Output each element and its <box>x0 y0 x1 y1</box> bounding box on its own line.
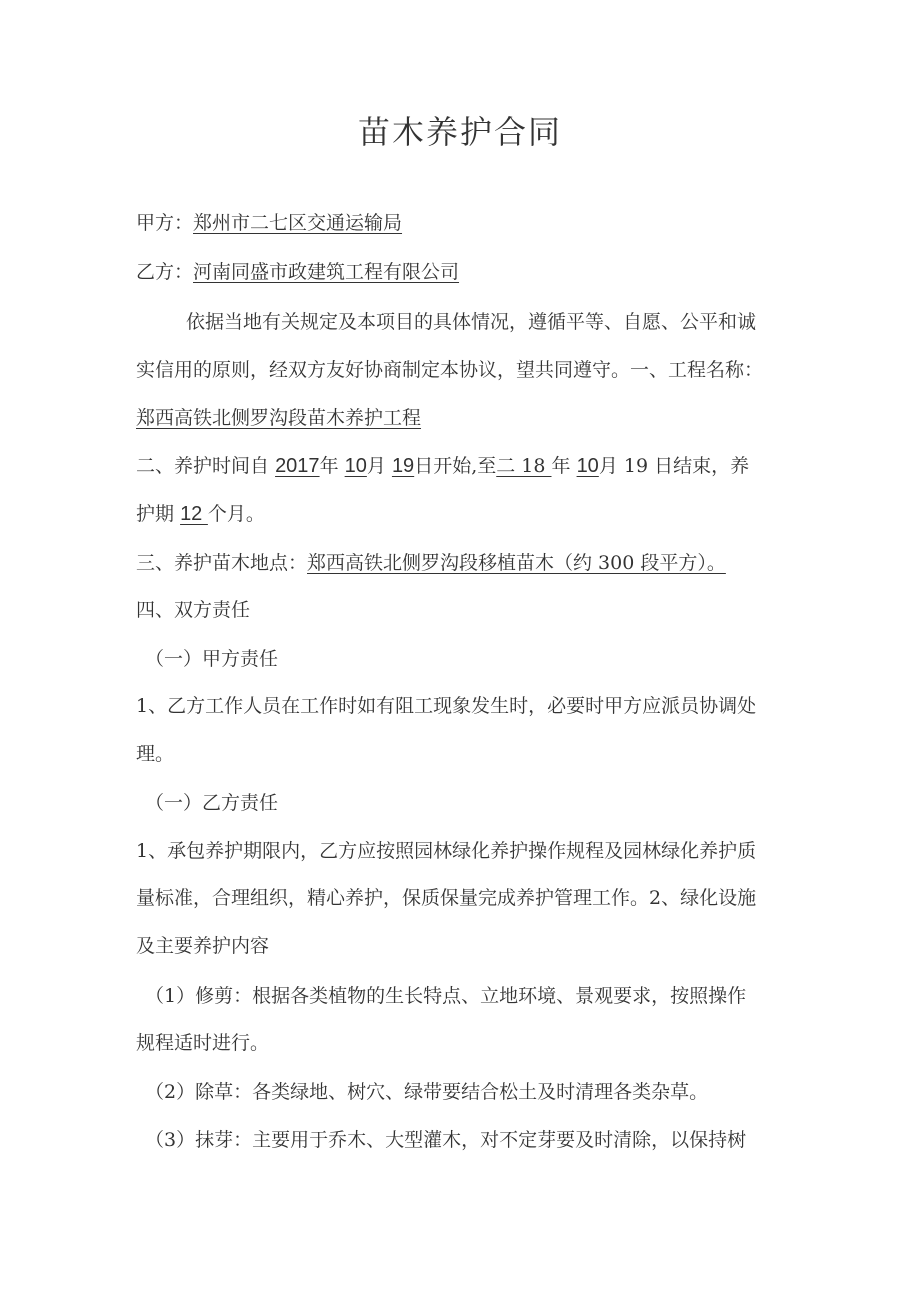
location-label: 三、养护苗木地点： <box>136 552 308 574</box>
period-term-suffix: 个月。 <box>207 503 265 525</box>
start-month: 10 <box>344 455 367 477</box>
prune-item-line-1: （1）修剪：根据各类植物的生长特点、立地环境、景观要求，按照操作 <box>145 985 747 1007</box>
party-b-line <box>136 258 459 286</box>
start-day: 19 <box>391 455 415 477</box>
intro-line-1: 依据当地有关规定及本项目的具体情况，遵循平等、自愿、公平和诚 <box>186 311 757 333</box>
intro-line-2: 实信用的原则，经双方友好协商制定本协议，望共同遵守。一、工程名称： <box>136 359 764 381</box>
year-label-2: 年 <box>551 455 571 477</box>
location-value: 郑西高铁北侧罗沟段移植苗木（约 300 段平方）。 <box>307 552 726 574</box>
party-a-section-heading: （一）甲方责任 <box>145 648 279 670</box>
end-month: 10 <box>576 455 599 477</box>
party-a-item-1-line-1: 1、乙方工作人员在工作时如有阻工现象发生时，必要时甲方应派员协调处 <box>136 695 757 717</box>
end-year: 二 18 <box>496 455 552 477</box>
party-b-item-1-line-2: 量标准，合理组织，精心养护，保质保量完成养护管理工作。2、绿化设施 <box>136 887 757 909</box>
end-text: 月 19 日结束，养 <box>598 455 750 477</box>
project-name: 郑西高铁北侧罗沟段苗木养护工程 <box>136 407 422 429</box>
start-text: 日开始,至 <box>414 455 497 477</box>
party-a-name: 郑州市二七区交通运输局 <box>193 212 403 234</box>
weed-item: （2）除草：各类绿地、树穴、绿带要结合松土及时清理各类杂草。 <box>145 1081 709 1103</box>
party-a-line <box>136 209 402 237</box>
party-b-item-1-line-3: 及主要养护内容 <box>136 935 270 957</box>
period-line-2 <box>136 500 265 528</box>
month-label: 月 <box>366 455 386 477</box>
period-term-prefix: 护期 <box>136 503 175 525</box>
party-b-item-1-line-1: 1、承包养护期限内，乙方应按照园林绿化养护操作规程及园林绿化养护质 <box>136 840 757 862</box>
document-title: 苗木养护合同 <box>357 113 562 151</box>
responsibilities-heading: 四、双方责任 <box>136 599 251 621</box>
party-a-item-1-line-2: 理。 <box>136 743 175 765</box>
party-b-label: 乙方： <box>136 261 194 283</box>
prune-item-line-2: 规程适时进行。 <box>136 1032 270 1054</box>
party-a-label: 甲方： <box>136 212 194 234</box>
period-prefix: 二、养护时间自 <box>136 455 270 477</box>
bud-item-line-1: （3）抹芽：主要用于乔木、大型灌木，对不定芽要及时清除，以保持树 <box>145 1129 747 1151</box>
period-line-1 <box>136 452 749 480</box>
party-b-name: 河南同盛市政建筑工程有限公司 <box>193 261 460 283</box>
year-label: 年 <box>319 455 339 477</box>
start-year: 2017 <box>275 455 320 477</box>
party-b-section-heading: （一）乙方责任 <box>145 792 279 814</box>
location-line <box>136 549 726 577</box>
period-months: 12 <box>180 503 208 525</box>
